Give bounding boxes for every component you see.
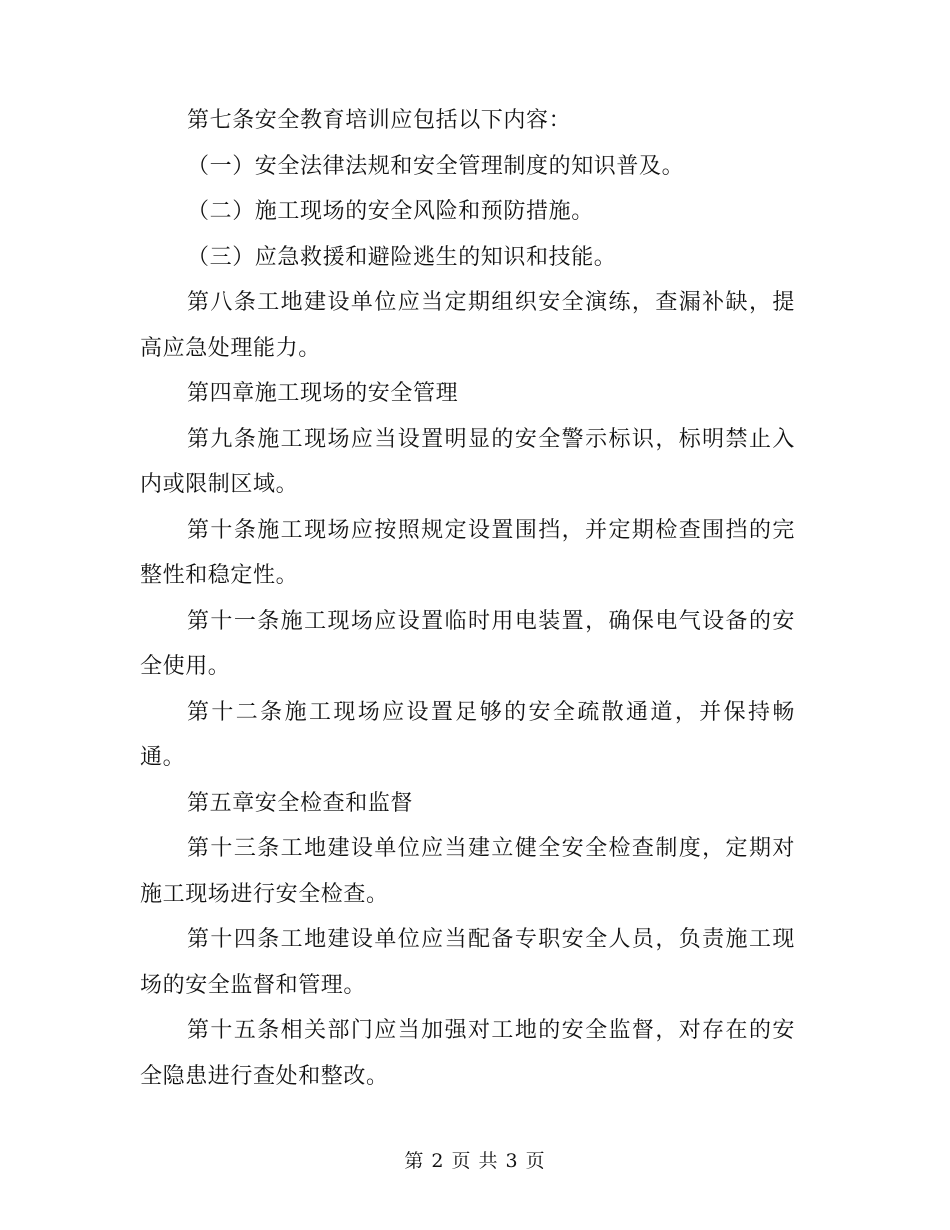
page-footer xyxy=(0,1146,950,1173)
article-15: 第十五条相关部门应当加强对工地的安全监督，对存在的安全隐患进行查处和整改。 xyxy=(140,1018,795,1089)
article-9: 第九条施工现场应当设置明显的安全警示标识，标明禁止入内或限制区域。 xyxy=(140,426,795,497)
article-10: 第十条施工现场应按照规定设置围挡，并定期检查围挡的完整性和稳定性。 xyxy=(140,517,795,588)
chapter-4-title: 第四章施工现场的安全管理 xyxy=(187,381,459,406)
article-7-item-1: （一）安全法律法规和安全管理制度的知识普及。 xyxy=(187,153,685,179)
article-8: 第八条工地建设单位应当定期组织安全演练，查漏补缺，提高应急处理能力。 xyxy=(140,290,795,361)
chapter-5-title: 第五章安全检查和监督 xyxy=(187,790,414,816)
article-13: 第十三条工地建设单位应当建立健全安全检查制度，定期对施工现场进行安全检查。 xyxy=(140,836,795,907)
article-12: 第十二条施工现场应设置足够的安全疏散通道，并保持畅通。 xyxy=(140,699,795,770)
article-7-heading: 第七条安全教育培训应包括以下内容： xyxy=(187,108,572,133)
article-7-item-2: （二）施工现场的安全风险和预防措施。 xyxy=(187,199,594,224)
article-11: 第十一条施工现场应设置临时用电装置，确保电气设备的安全使用。 xyxy=(140,608,795,679)
article-14: 第十四条工地建设单位应当配备专职安全人员，负责施工现场的安全监督和管理。 xyxy=(140,927,795,998)
page-number: 第 2 页 共 3 页 xyxy=(404,1150,546,1172)
article-7-item-3: （三）应急救援和避险逃生的知识和技能。 xyxy=(187,244,617,270)
document-body xyxy=(140,98,795,1099)
